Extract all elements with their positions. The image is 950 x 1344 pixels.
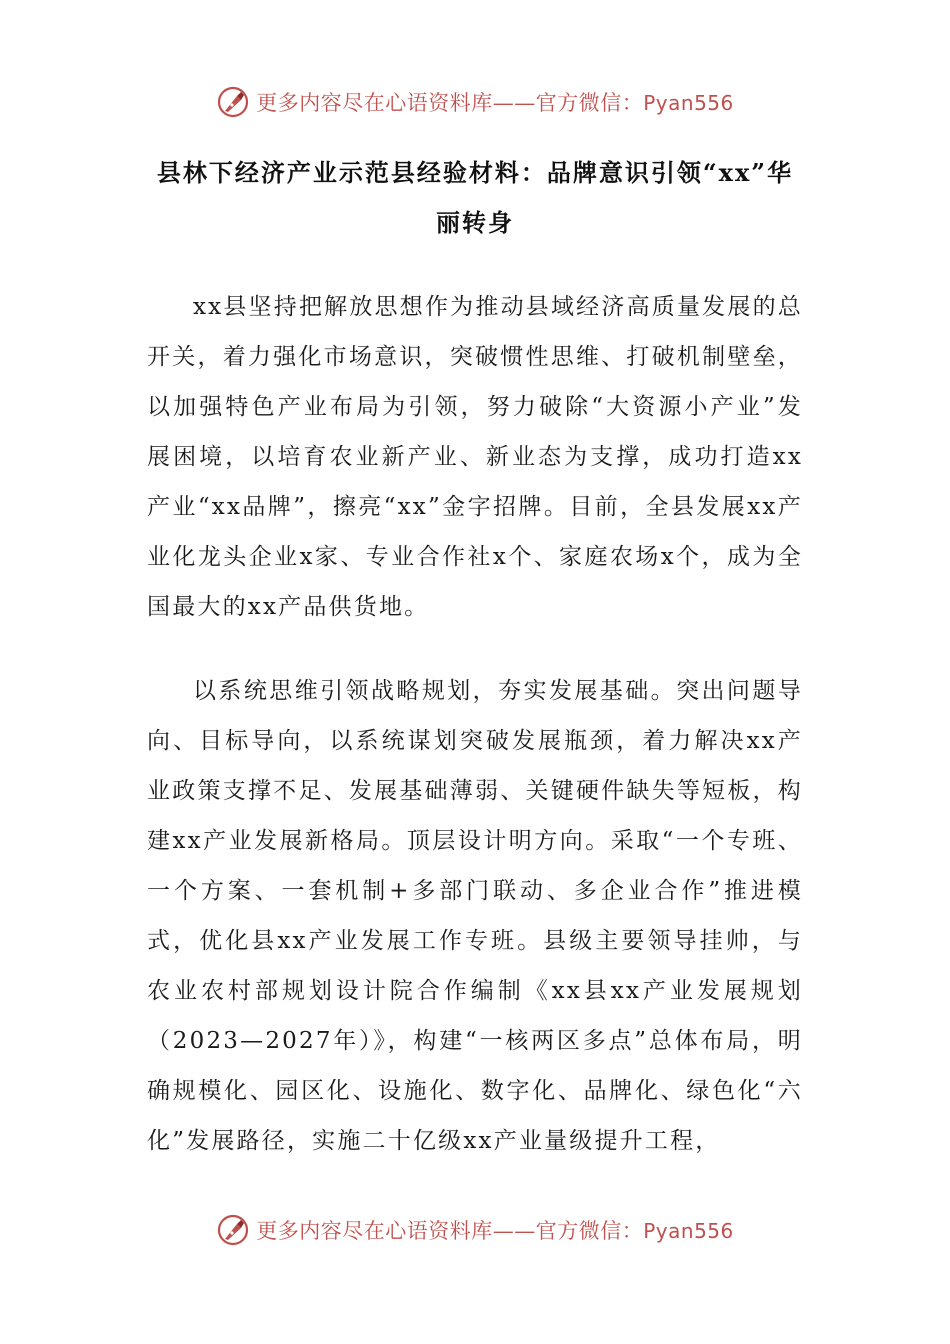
banner-separator: ——: [492, 91, 536, 115]
banner-text: [256, 1215, 734, 1245]
banner-text: [256, 87, 734, 117]
banner-wechat-label: 官方微信：: [535, 91, 644, 115]
banner-site-text: 更多内容尽在心语资料库: [256, 91, 493, 115]
document-body: [147, 282, 803, 1166]
banner-wechat-id: Pyan556: [643, 91, 734, 115]
document-title: 县林下经济产业示范县经验材料：品牌意识引领“xx”华丽转身: [156, 158, 794, 237]
banner-wechat-label: 官方微信：: [535, 1219, 644, 1243]
banner-wechat-id: Pyan556: [643, 1219, 734, 1243]
pen-nib-logo-icon: [216, 1213, 250, 1247]
banner-site-text: 更多内容尽在心语资料库: [256, 1219, 493, 1243]
header-banner: [0, 82, 950, 122]
paragraph-2: 以系统思维引领战略规划，夯实发展基础。突出问题导向、目标导向，以系统谋划突破发展瓶颈，着力解决xx产业政策支撑不足、发展基础薄弱、关键硬件缺失等短板，构建xx产业发展新格局。顶层设计明方向。采取“一个专班、一个方案、一套机制+多部门联动、多企业合作”推进模式，优化县xx产业发展工作专班。县级主要领导挂帅，与农业农村部规划设计院合作编制《xx县xx产业发展规划（2023—2027年）》，构建“一核两区多点”总体布局，明确规模化、园区化、设施化、数字化、品牌化、绿色化“六化”发展路径，实施二十亿级xx产业量级提升工程，: [147, 678, 803, 1154]
footer-banner: [0, 1210, 950, 1250]
paragraph-1: xx县坚持把解放思想作为推动县域经济高质量发展的总开关，着力强化市场意识，突破惯性思维、打破机制壁垒，以加强特色产业布局为引领，努力破除“大资源小产业”发展困境，以培育农业新产业、新业态为支撑，成功打造xx产业“xx品牌”，擦亮“xx”金字招牌。目前，全县发展xx产业化龙头企业x家、专业合作社x个、家庭农场x个，成为全国最大的xx产品供货地。: [147, 294, 803, 620]
pen-nib-logo-icon: [216, 85, 250, 119]
banner-separator: ——: [492, 1219, 536, 1243]
